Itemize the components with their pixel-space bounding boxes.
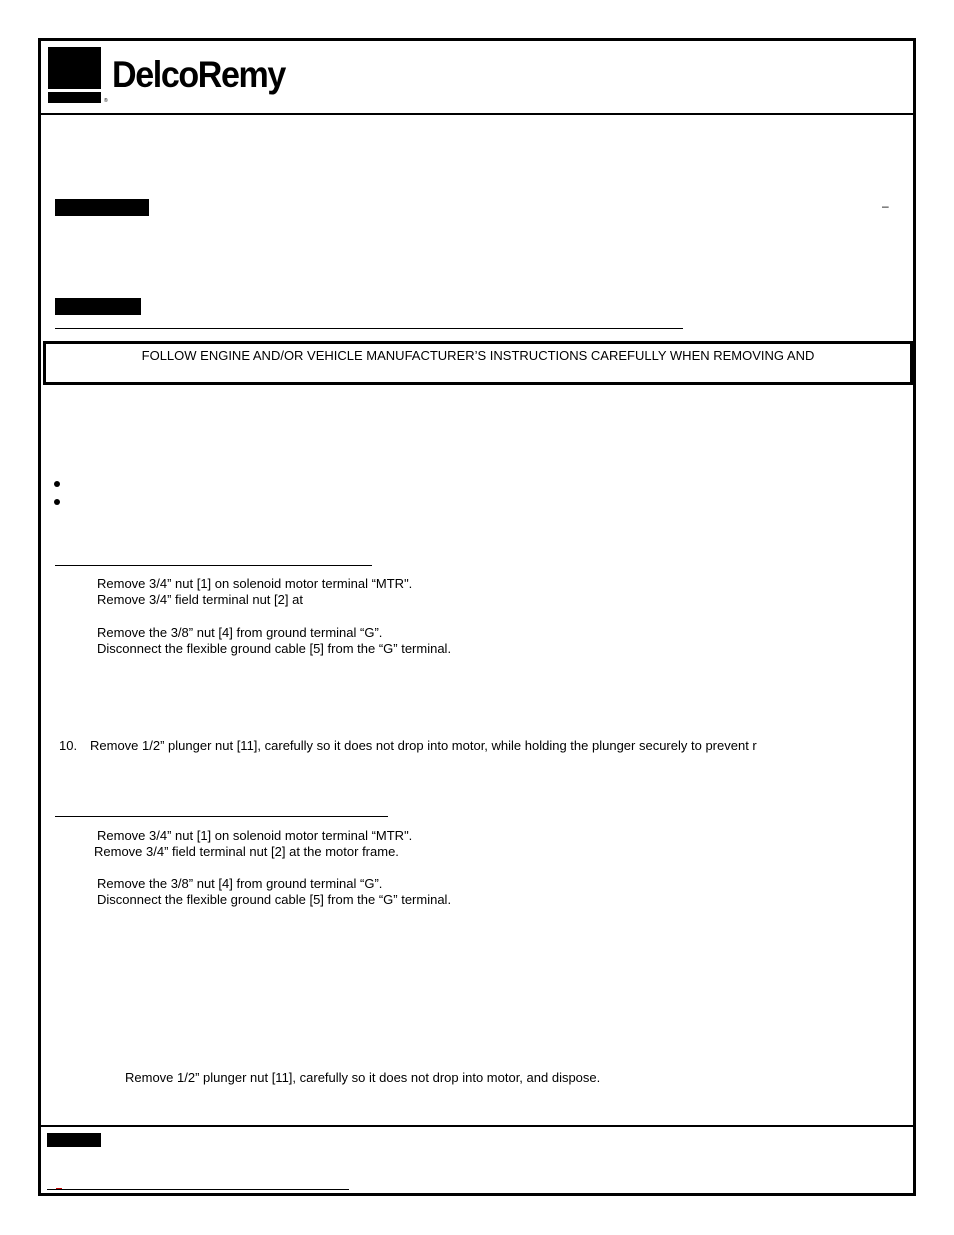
warning-notice-box [43,341,913,385]
bullet-point [54,499,60,505]
redacted-heading-2 [55,298,141,315]
heading-underline [55,328,683,329]
dash-mark: – [882,199,889,213]
section-a-underline [55,565,372,566]
step-item: Disconnect the flexible ground cable [5] from the “G” terminal. [97,641,452,656]
step-item: Remove 3/4” field terminal nut [2] at the motor frame. [94,844,399,859]
logo-mark-stripe [48,89,101,92]
step-item: Disconnect the flexible ground cable [5] from the “G” terminal. [97,892,452,907]
footer-divider [38,1125,916,1127]
bullet-point [54,481,60,487]
redacted-footer-label [47,1133,101,1147]
step-item: Remove the 3/8” nut [4] from ground terminal “G”. [97,625,383,640]
step-item: Remove 3/4” field terminal nut [2] at [97,592,303,607]
footer-underline [47,1189,349,1190]
redacted-heading-1 [55,199,149,216]
step-item: Remove 1/2” plunger nut [11], carefully so it does not drop into motor, and dispose. [125,1070,601,1085]
page-frame [38,38,916,1196]
section-b-underline [55,816,388,817]
footer-red-mark [56,1188,62,1189]
warning-notice-text: FOLLOW ENGINE AND/OR VEHICLE MANUFACTURER’S INSTRUCTIONS CAREFULLY WHEN REMOVING AND [141,348,815,363]
step-item: Remove 3/4” nut [1] on solenoid motor terminal “MTR". [97,828,413,843]
registered-mark: ® [104,98,108,104]
logo-text: DelcoRemy [112,54,285,95]
logo-mark [48,47,101,103]
step-item: Remove 1/2” plunger nut [11], carefully so it does not drop into motor, while holding the plunger securely to prevent r [90,738,757,753]
step-item: Remove the 3/8” nut [4] from ground terminal “G”. [97,876,383,891]
step-item: Remove 3/4” nut [1] on solenoid motor terminal “MTR". [97,576,413,591]
step-number: 10. [59,738,78,753]
header-divider [38,113,916,115]
